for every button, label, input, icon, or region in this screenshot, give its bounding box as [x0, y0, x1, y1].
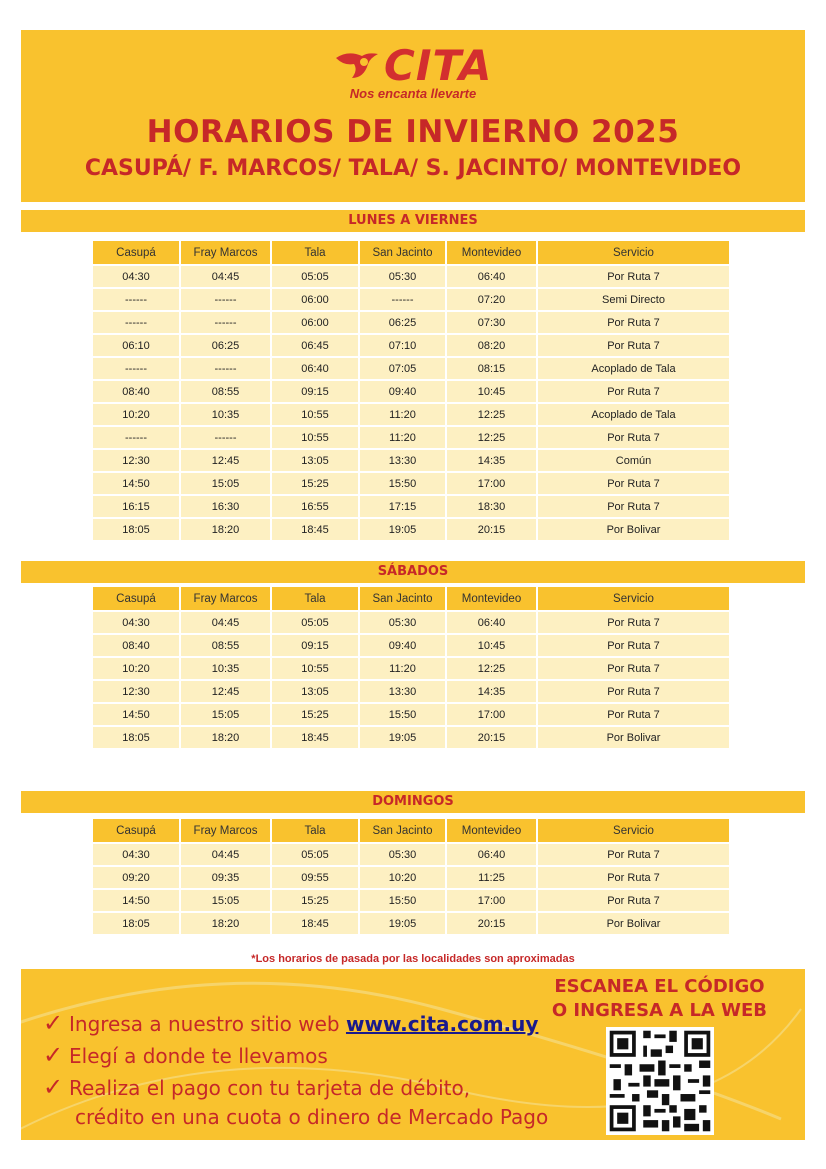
- table-cell: Semi Directo: [538, 289, 729, 310]
- table-cell: 06:00: [272, 289, 358, 310]
- table-cell: 12:25: [447, 427, 536, 448]
- table-cell: 06:45: [272, 335, 358, 356]
- column-header: San Jacinto: [360, 587, 445, 610]
- table-cell: Por Ruta 7: [538, 427, 729, 448]
- table-cell: 15:50: [360, 704, 445, 725]
- table-cell: 11:25: [447, 867, 536, 888]
- table-cell: 15:05: [181, 473, 270, 494]
- table-cell: 18:45: [272, 727, 358, 748]
- table-header-row: [93, 587, 731, 610]
- table-row: [93, 358, 731, 379]
- table-cell: 12:30: [93, 450, 179, 471]
- table-cell: 14:50: [93, 473, 179, 494]
- table-cell: Por Ruta 7: [538, 612, 729, 633]
- table-cell: 19:05: [360, 727, 445, 748]
- table-row: [93, 266, 731, 287]
- table-cell: 09:15: [272, 635, 358, 656]
- table-cell: 17:00: [447, 473, 536, 494]
- table-cell: 15:50: [360, 473, 445, 494]
- table-cell: 19:05: [360, 913, 445, 934]
- table-cell: Por Ruta 7: [538, 335, 729, 356]
- table-cell: 09:40: [360, 635, 445, 656]
- table-cell: Por Ruta 7: [538, 266, 729, 287]
- sundays-heading: DOMINGOS: [21, 791, 805, 813]
- table-cell: 20:15: [447, 519, 536, 540]
- table-cell: 04:45: [181, 844, 270, 865]
- slogan: Nos encanta llevarte: [349, 86, 477, 101]
- table-cell: 09:15: [272, 381, 358, 402]
- table-cell: 13:30: [360, 681, 445, 702]
- step-2: [43, 1041, 328, 1069]
- scan-line-1: ESCANEA EL CÓDIGO: [554, 976, 765, 997]
- table-cell: Por Ruta 7: [538, 312, 729, 333]
- table-cell: ------: [360, 289, 445, 310]
- table-cell: ------: [93, 358, 179, 379]
- table-cell: 06:00: [272, 312, 358, 333]
- table-cell: 04:30: [93, 612, 179, 633]
- table-cell: 09:20: [93, 867, 179, 888]
- table-row: [93, 381, 731, 402]
- brand-name: CITA: [384, 41, 493, 90]
- table-cell: 18:45: [272, 913, 358, 934]
- table-cell: 07:30: [447, 312, 536, 333]
- table-row: [93, 658, 731, 679]
- table-cell: 05:05: [272, 266, 358, 287]
- table-cell: 16:55: [272, 496, 358, 517]
- table-cell: 11:20: [360, 427, 445, 448]
- table-cell: ------: [181, 427, 270, 448]
- column-header: Montevideo: [447, 819, 536, 842]
- table-cell: 10:35: [181, 404, 270, 425]
- column-header: Casupá: [93, 819, 179, 842]
- table-cell: 07:20: [447, 289, 536, 310]
- table-cell: 06:40: [447, 266, 536, 287]
- table-cell: 17:15: [360, 496, 445, 517]
- table-row: [93, 681, 731, 702]
- table-cell: 14:35: [447, 450, 536, 471]
- table-cell: ------: [181, 358, 270, 379]
- column-header: Fray Marcos: [181, 819, 270, 842]
- column-header: San Jacinto: [360, 241, 445, 264]
- table-cell: 04:30: [93, 844, 179, 865]
- table-cell: 13:30: [360, 450, 445, 471]
- table-row: [93, 844, 731, 865]
- table-cell: 05:05: [272, 612, 358, 633]
- table-cell: Por Ruta 7: [538, 681, 729, 702]
- table-cell: 15:25: [272, 890, 358, 911]
- column-header: Servicio: [538, 241, 729, 264]
- column-header: Tala: [272, 819, 358, 842]
- table-cell: 17:00: [447, 890, 536, 911]
- step-2-text: Elegí a donde te llevamos: [69, 1044, 328, 1068]
- table-cell: Por Bolivar: [538, 727, 729, 748]
- table-row: [93, 404, 731, 425]
- table-cell: 10:45: [447, 635, 536, 656]
- table-cell: 10:20: [360, 867, 445, 888]
- table-row: [93, 473, 731, 494]
- column-header: Montevideo: [447, 587, 536, 610]
- table-cell: 17:00: [447, 704, 536, 725]
- table-row: [93, 335, 731, 356]
- column-header: San Jacinto: [360, 819, 445, 842]
- column-header: Fray Marcos: [181, 241, 270, 264]
- table-cell: 08:55: [181, 381, 270, 402]
- column-header: Tala: [272, 241, 358, 264]
- table-row: [93, 867, 731, 888]
- table-cell: 18:05: [93, 727, 179, 748]
- column-header: Casupá: [93, 241, 179, 264]
- table-cell: 09:35: [181, 867, 270, 888]
- table-cell: 06:40: [272, 358, 358, 379]
- qr-code-icon[interactable]: [606, 1027, 714, 1135]
- table-cell: 08:40: [93, 635, 179, 656]
- scan-callout: [552, 975, 767, 1023]
- check-icon: ✓: [43, 1041, 64, 1069]
- table-row: [93, 312, 731, 333]
- table-cell: Por Bolivar: [538, 519, 729, 540]
- table-cell: 10:45: [447, 381, 536, 402]
- table-cell: Por Ruta 7: [538, 496, 729, 517]
- schedule-note: *Los horarios de pasada por las localidades son aproximadas: [251, 953, 575, 965]
- table-cell: 04:30: [93, 266, 179, 287]
- table-cell: 15:25: [272, 704, 358, 725]
- table-cell: 12:45: [181, 450, 270, 471]
- table-cell: Por Ruta 7: [538, 704, 729, 725]
- table-cell: 07:05: [360, 358, 445, 379]
- sundays-table: [93, 819, 731, 936]
- column-header: Servicio: [538, 819, 729, 842]
- table-cell: Por Bolivar: [538, 913, 729, 934]
- column-header: Casupá: [93, 587, 179, 610]
- step-3-continued: crédito en una cuota o dinero de Mercado Pago: [75, 1105, 549, 1129]
- route-subtitle: CASUPÁ/ F. MARCOS/ TALA/ S. JACINTO/ MONTEVIDEO: [84, 156, 742, 181]
- table-cell: 10:20: [93, 404, 179, 425]
- table-row: [93, 289, 731, 310]
- table-cell: 18:45: [272, 519, 358, 540]
- table-cell: 05:05: [272, 844, 358, 865]
- table-cell: Por Ruta 7: [538, 381, 729, 402]
- table-cell: 15:05: [181, 890, 270, 911]
- step-3: [43, 1073, 470, 1101]
- table-row: [93, 727, 731, 748]
- table-row: [93, 890, 731, 911]
- column-header: Fray Marcos: [181, 587, 270, 610]
- column-header: Montevideo: [447, 241, 536, 264]
- table-cell: Por Ruta 7: [538, 890, 729, 911]
- table-cell: 08:20: [447, 335, 536, 356]
- cita-logo: [21, 41, 805, 101]
- table-cell: ------: [93, 427, 179, 448]
- check-icon: ✓: [43, 1073, 64, 1101]
- table-cell: 14:50: [93, 704, 179, 725]
- table-cell: Común: [538, 450, 729, 471]
- table-row: [93, 427, 731, 448]
- table-cell: 05:30: [360, 612, 445, 633]
- table-cell: 08:40: [93, 381, 179, 402]
- table-header-row: [93, 819, 731, 842]
- table-cell: Por Ruta 7: [538, 635, 729, 656]
- table-header-row: [93, 241, 731, 264]
- table-cell: 06:25: [181, 335, 270, 356]
- table-cell: Acoplado de Tala: [538, 358, 729, 379]
- scan-line-2: O INGRESA A LA WEB: [551, 1000, 767, 1021]
- table-cell: 13:05: [272, 450, 358, 471]
- table-cell: 16:30: [181, 496, 270, 517]
- table-cell: Por Ruta 7: [538, 473, 729, 494]
- table-cell: 18:20: [181, 913, 270, 934]
- table-cell: 15:25: [272, 473, 358, 494]
- table-cell: 09:55: [272, 867, 358, 888]
- table-cell: Acoplado de Tala: [538, 404, 729, 425]
- weekdays-table: [93, 241, 731, 542]
- table-cell: 08:15: [447, 358, 536, 379]
- bird-logo-icon: [334, 48, 380, 84]
- table-cell: 18:05: [93, 913, 179, 934]
- table-cell: 10:35: [181, 658, 270, 679]
- weekdays-heading: LUNES A VIERNES: [21, 210, 805, 232]
- table-cell: 12:45: [181, 681, 270, 702]
- table-cell: 20:15: [447, 727, 536, 748]
- table-cell: 11:20: [360, 404, 445, 425]
- table-cell: ------: [181, 312, 270, 333]
- table-cell: 08:55: [181, 635, 270, 656]
- table-cell: 04:45: [181, 266, 270, 287]
- table-row: [93, 450, 731, 471]
- table-cell: 12:30: [93, 681, 179, 702]
- table-cell: 20:15: [447, 913, 536, 934]
- table-row: [93, 704, 731, 725]
- table-cell: 10:20: [93, 658, 179, 679]
- column-header: Tala: [272, 587, 358, 610]
- footer: [21, 969, 805, 1140]
- table-row: [93, 496, 731, 517]
- table-cell: 06:25: [360, 312, 445, 333]
- table-cell: Por Ruta 7: [538, 867, 729, 888]
- table-cell: 18:05: [93, 519, 179, 540]
- table-cell: 07:10: [360, 335, 445, 356]
- step-3-text: Realiza el pago con tu tarjeta de débito,: [69, 1076, 471, 1100]
- step-1-text: Ingresa a nuestro sitio web: [69, 1012, 346, 1036]
- table-cell: 11:20: [360, 658, 445, 679]
- table-row: [93, 612, 731, 633]
- table-cell: 13:05: [272, 681, 358, 702]
- table-cell: 15:05: [181, 704, 270, 725]
- table-cell: 18:30: [447, 496, 536, 517]
- table-cell: 10:55: [272, 404, 358, 425]
- table-cell: 14:35: [447, 681, 536, 702]
- saturdays-heading: SÁBADOS: [21, 561, 805, 583]
- table-cell: 06:10: [93, 335, 179, 356]
- table-cell: Por Ruta 7: [538, 658, 729, 679]
- page-title: HORARIOS DE INVIERNO 2025: [146, 114, 680, 150]
- table-cell: 10:55: [272, 658, 358, 679]
- table-cell: 06:40: [447, 844, 536, 865]
- website-link[interactable]: www.cita.com.uy: [345, 1012, 539, 1036]
- step-1: [43, 1009, 538, 1037]
- table-cell: 05:30: [360, 844, 445, 865]
- table-row: [93, 519, 731, 540]
- table-cell: 18:20: [181, 519, 270, 540]
- table-cell: 14:50: [93, 890, 179, 911]
- table-cell: 12:25: [447, 658, 536, 679]
- check-icon: ✓: [43, 1009, 64, 1037]
- table-cell: ------: [93, 312, 179, 333]
- table-cell: 15:50: [360, 890, 445, 911]
- table-cell: 10:55: [272, 427, 358, 448]
- header: [21, 30, 805, 202]
- table-cell: 12:25: [447, 404, 536, 425]
- table-cell: 05:30: [360, 266, 445, 287]
- table-cell: 19:05: [360, 519, 445, 540]
- table-row: [93, 635, 731, 656]
- table-cell: 09:40: [360, 381, 445, 402]
- table-cell: Por Ruta 7: [538, 844, 729, 865]
- saturdays-table: [93, 587, 731, 750]
- table-cell: 04:45: [181, 612, 270, 633]
- column-header: Servicio: [538, 587, 729, 610]
- table-cell: 06:40: [447, 612, 536, 633]
- table-cell: ------: [93, 289, 179, 310]
- table-cell: ------: [181, 289, 270, 310]
- table-cell: 18:20: [181, 727, 270, 748]
- table-row: [93, 913, 731, 934]
- table-cell: 16:15: [93, 496, 179, 517]
